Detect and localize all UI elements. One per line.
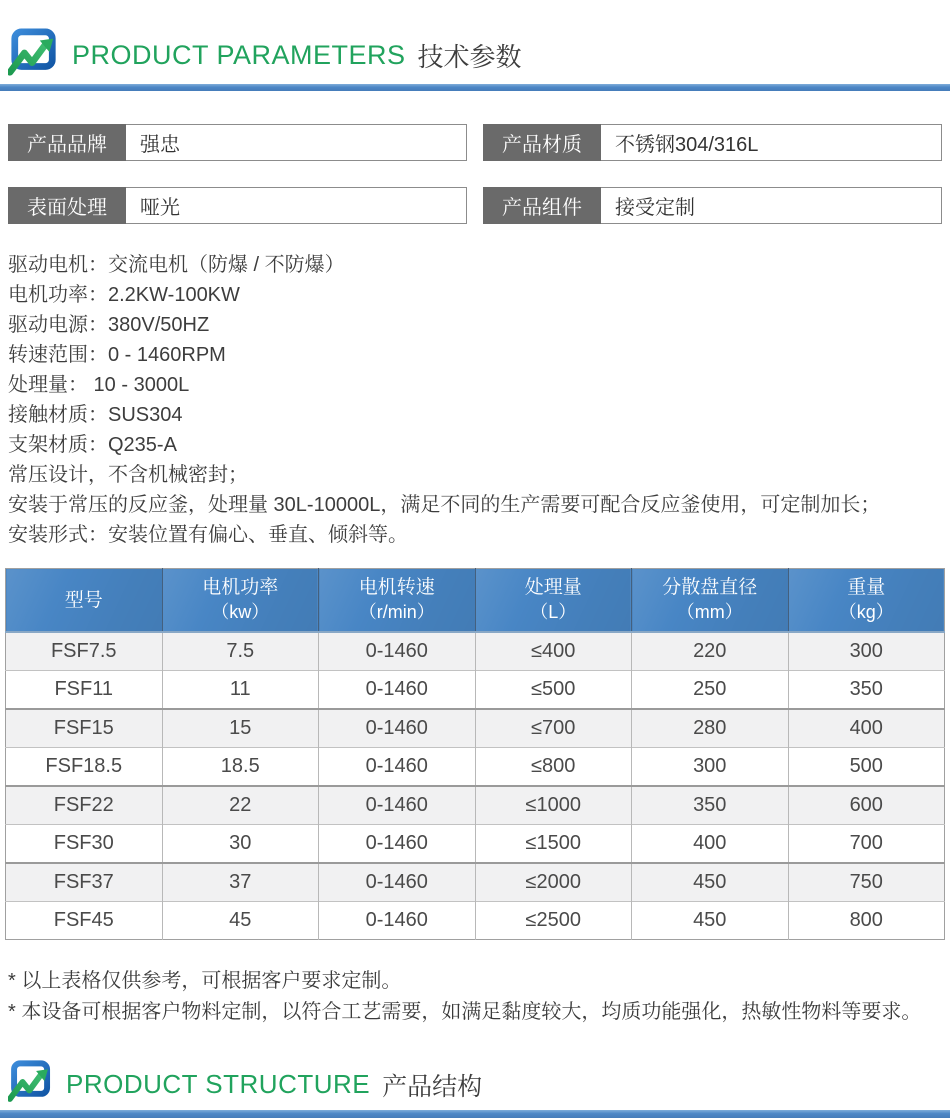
section-title-zh: 技术参数 [417,42,522,72]
section-header-parameters [8,28,522,83]
table-cell: 350 [632,786,789,825]
table-row [6,825,945,864]
table-cell: 0-1460 [319,748,476,787]
table-cell: 300 [632,748,789,787]
table-header-cell: 电机转速 （r/min） [319,569,476,633]
table-cell: 400 [632,825,789,864]
spec-line: 安装形式：安装位置有偏心、垂直、倾斜等。 [8,524,408,546]
table-cell: FSF15 [6,709,163,748]
table-cell: ≤2500 [475,902,632,940]
divider-bar [0,84,950,91]
table-row [6,902,945,940]
table-cell: FSF22 [6,786,163,825]
param-label: 产品组件 [483,187,601,224]
table-header-cell: 重量 （kg） [788,569,945,633]
table-cell: 22 [162,786,319,825]
table-cell: FSF37 [6,863,163,902]
section-title-en: PRODUCT STRUCTURE [66,1069,371,1099]
table-cell: FSF18.5 [6,748,163,787]
table-cell: ≤1500 [475,825,632,864]
table-cell: ≤800 [475,748,632,787]
param-value: 哑光 [126,187,467,224]
table-row [6,709,945,748]
param-box-surface [8,187,467,224]
footnote: * 以上表格仅供参考，可根据客户要求定制。 [8,970,402,992]
spec-line: 驱动电源：380V/50HZ [8,314,210,336]
table-cell: 750 [788,863,945,902]
spec-line: 支架材质：Q235-A [8,434,177,456]
table-cell: 600 [788,786,945,825]
table-cell: 7.5 [162,632,319,671]
table-header [6,569,945,633]
param-box-brand [8,124,467,161]
section-header-structure [8,1060,482,1109]
table-cell: ≤1000 [475,786,632,825]
param-label: 表面处理 [8,187,126,224]
param-value: 强忠 [126,124,467,161]
table-cell: ≤700 [475,709,632,748]
table-cell: FSF45 [6,902,163,940]
table-cell: FSF7.5 [6,632,163,671]
table-header-cell: 处理量 （L） [475,569,632,633]
table-cell: 350 [788,671,945,710]
section-title-en: PRODUCT PARAMETERS [72,40,406,70]
table-cell: 300 [849,640,883,662]
table-cell: 11 [162,671,319,710]
divider-bar [0,1110,950,1118]
spec-line: 常压设计，不含机械密封； [8,464,248,486]
spec-line: 电机功率：2.2KW-100KW [8,284,240,306]
table-cell: 15 [162,709,319,748]
spec-line: 转速范围：0 - 1460RPM [8,344,226,366]
param-box-components [483,187,942,224]
table-cell: FSF11 [6,671,163,710]
table-cell: ≤2000 [475,863,632,902]
param-box-material [483,124,942,161]
table-row [6,671,945,710]
table-cell: 0-1460 [319,863,476,902]
table-row [6,632,945,671]
spec-line: 安装于常压的反应釜，处理量 30L-10000L，满足不同的生产需要可配合反应釜使用，可定制加长； [8,494,881,516]
table-cell: 250 [632,671,789,710]
table-cell: 37 [162,863,319,902]
table-header-cell: 电机功率 （kw） [162,569,319,633]
table-cell: 700 [788,825,945,864]
table-row [6,748,945,787]
table-cell: 450 [632,902,789,940]
table-row [6,863,945,902]
table-row [6,786,945,825]
table-cell: 18.5 [162,748,319,787]
table-cell: 0-1460 [319,786,476,825]
table-cell: 0-1460 [319,902,476,940]
logo-icon [8,1060,54,1109]
table-cell: ≤400 [475,632,632,671]
table-cell: 0-1460 [319,671,476,710]
param-value: 不锈钢304/316L [601,124,942,161]
table-cell: 400 [788,709,945,748]
table-cell: 450 [632,863,789,902]
table-header-cell: 分散盘直径 （mm） [632,569,789,633]
table-header-cell: 型号 [6,569,163,633]
spec-text-block [8,250,942,550]
table-cell: 30 [162,825,319,864]
table-cell: 0-1460 [319,632,476,671]
param-label: 产品品牌 [8,124,126,161]
footnotes [8,966,948,1028]
section-title-zh: 产品结构 [382,1072,483,1101]
spec-table [5,568,945,940]
table-cell: ≤500 [475,671,632,710]
table-cell: 45 [162,902,319,940]
table-cell: 500 [788,748,945,787]
param-value: 接受定制 [601,187,942,224]
table-cell: 0-1460 [319,825,476,864]
table-cell: 800 [788,902,945,940]
footnote: * 本设备可根据客户物料定制，以符合工艺需要，如满足黏度较大，均质功能强化，热敏性物料等要求。 [8,1001,922,1023]
logo-icon [8,28,60,83]
spec-line: 接触材质：SUS304 [8,404,183,426]
table-cell: FSF30 [6,825,163,864]
spec-line: 处理量： 10 - 3000L [8,374,190,396]
table-cell: 0-1460 [319,709,476,748]
param-label: 产品材质 [483,124,601,161]
table-cell: 220 [632,632,789,671]
table-cell: 280 [632,709,789,748]
spec-line: 驱动电机：交流电机（防爆 / 不防爆） [8,254,345,276]
